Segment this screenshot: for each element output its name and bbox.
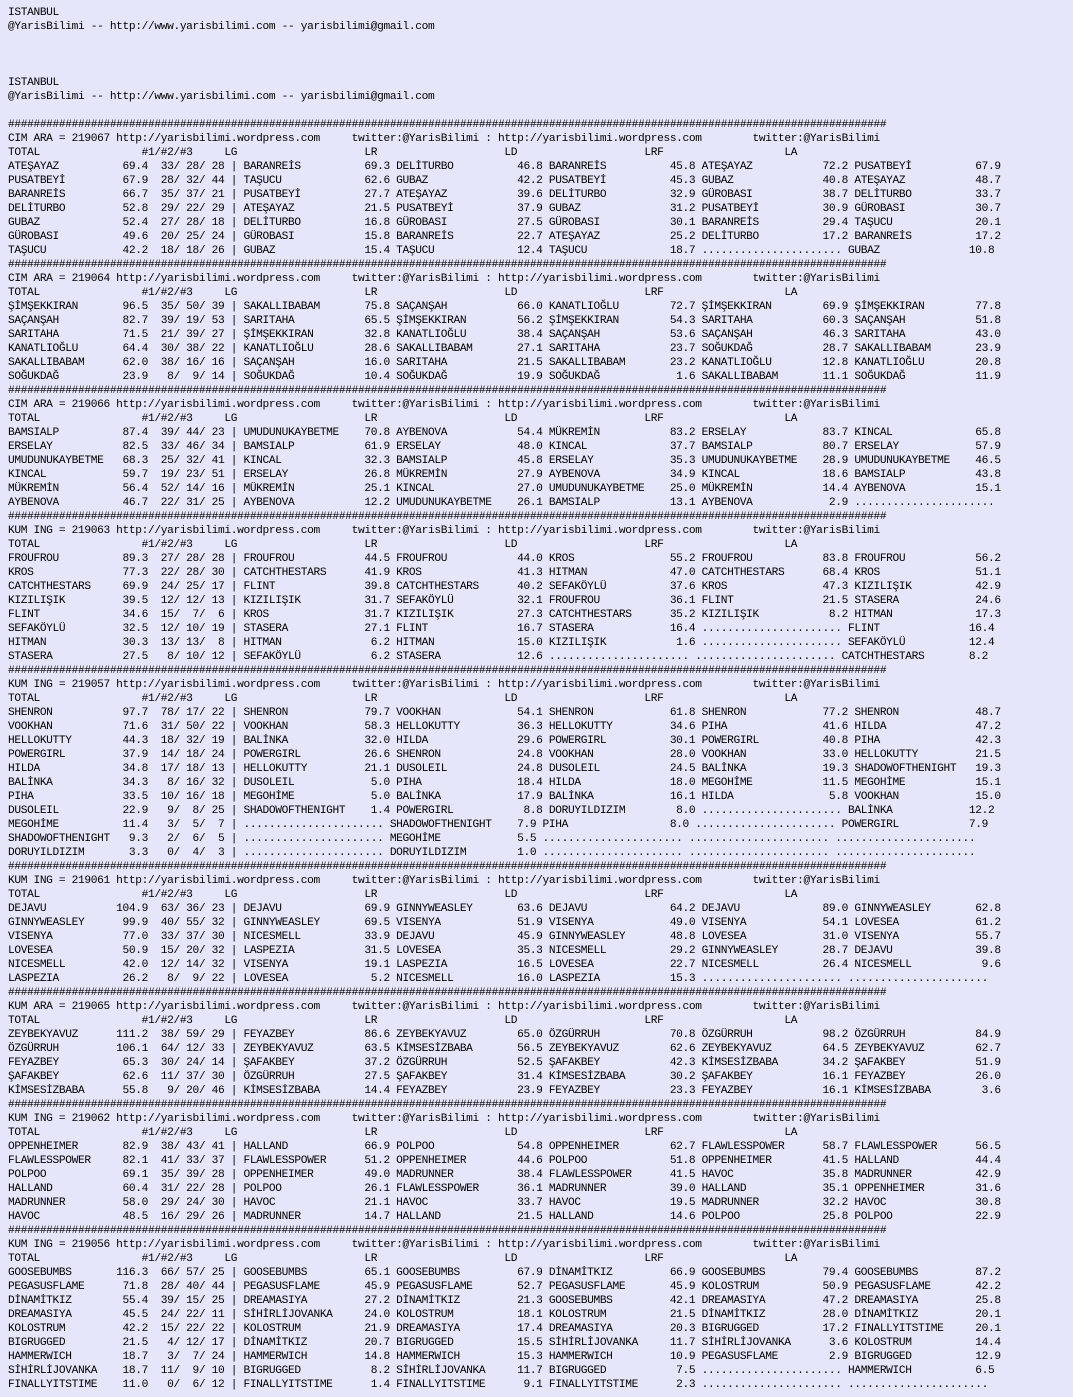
text-line: MÜKREMİN 56.4 52/ 14/ 16 | MÜKREMİN 25.1 KINCAL 27.0 UMUDUNUKAYBETME 25.0 MÜKREMİN 14.4 AYBENOVA 15.1 xyxy=(8,483,1001,495)
text-line: KİMSESİZBABA 55.8 9/ 20/ 46 | KİMSESİZBABA 14.4 FEYAZBEY 23.9 FEYAZBEY 23.3 FEYAZBEY 16.1 KİMSESİZBABA 3.6 xyxy=(8,1085,1001,1097)
text-line: KANATLIOĞLU 64.4 30/ 38/ 22 | KANATLIOĞLU 28.6 SAKALLIBABAM 27.1 SARITAHA 23.7 SOĞUKDAĞ 28.7 SAKALLIBABAM 23.9 xyxy=(8,343,1001,355)
text-line: ########################################################################################################################################## xyxy=(8,511,887,523)
text-line: @YarisBilimi -- http://www.yarisbilimi.com -- yarisbilimi@gmail.com xyxy=(8,21,435,33)
text-line: SHENRON 97.7 78/ 17/ 22 | SHENRON 79.7 VOOKHAN 54.1 SHENRON 61.8 SHENRON 77.2 SHENRON 48.7 xyxy=(8,707,1001,719)
text-line: TAŞUCU 42.2 18/ 18/ 26 | GUBAZ 15.4 TAŞUCU 12.4 TAŞUCU 18.7 ...................... GUBAZ 10.8 xyxy=(8,245,995,257)
text-line: SEFAKÖYLÜ 32.5 12/ 10/ 19 | STASERA 27.1 FLINT 16.7 STASERA 16.4 ...................... FLINT 16.4 xyxy=(8,623,995,635)
text-line: DORUYILDIZIM 3.3 0/ 4/ 3 | ...................... DORUYILDIZIM 1.0 ...................... ...................... ...................... xyxy=(8,847,976,859)
text-line: MADRUNNER 58.0 29/ 24/ 30 | HAVOC 21.1 HAVOC 33.7 HAVOC 19.5 MADRUNNER 32.2 HAVOC 30.8 xyxy=(8,1197,1001,1209)
text-line: FEYAZBEY 65.3 30/ 24/ 14 | ŞAFAKBEY 37.2 ÖZGÜRRUH 52.5 ŞAFAKBEY 42.3 KİMSESİZBABA 34.2 ŞAFAKBEY 51.9 xyxy=(8,1057,1001,1069)
text-line: DUSOLEIL 22.9 9/ 8/ 25 | SHADOWOFTHENIGHT 1.4 POWERGIRL 8.8 DORUYILDIZIM 8.0 ...................... BALİNKA 12.2 xyxy=(8,805,995,817)
text-line: BALİNKA 34.3 8/ 16/ 32 | DUSOLEIL 5.0 PIHA 18.4 HILDA 18.0 MEGOHİME 11.5 MEGOHİME 15.1 xyxy=(8,777,1001,789)
text-line: KUM ING = 219061 http://yarisbilimi.wordpress.com twitter:@YarisBilimi : http://yarisbilimi.wordpress.com twitter:@YarisBilimi xyxy=(8,875,880,887)
text-line: KUM ARA = 219065 http://yarisbilimi.wordpress.com twitter:@YarisBilimi : http://yarisbilimi.wordpress.com twitter:@YarisBilimi xyxy=(8,1001,880,1013)
text-line: LASPEZIA 26.2 8/ 9/ 22 | LOVESEA 5.2 NICESMELL 16.0 LASPEZIA 15.3 ...................... ...................... xyxy=(8,973,988,985)
text-line: TOTAL #1/#2/#3 LG LR LD LRF LA xyxy=(8,693,798,705)
text-line: SİHİRLİJOVANKA 18.7 11/ 9/ 10 | BIGRUGGED 8.2 SİHİRLİJOVANKA 11.7 BIGRUGGED 7.5 ...................... HAMMERWICH 6.5 xyxy=(8,1365,995,1377)
text-line: BIGRUGGED 21.5 4/ 12/ 17 | DİNAMİTKIZ 20.7 BIGRUGGED 15.5 SİHİRLİJOVANKA 11.7 SİHİRLİJOVANKA 3.6 KOLOSTRUM 14.4 xyxy=(8,1337,1001,1349)
text-line: SAÇANŞAH 82.7 39/ 19/ 53 | SARITAHA 65.5 ŞİMŞEKKIRAN 56.2 ŞİMŞEKKIRAN 54.3 SARITAHA 60.3 SAÇANŞAH 51.8 xyxy=(8,315,1001,327)
text-line: HALLAND 60.4 31/ 22/ 28 | POLPOO 26.1 FLAWLESSPOWER 36.1 MADRUNNER 39.0 HALLAND 35.1 OPPENHEIMER 31.6 xyxy=(8,1183,1001,1195)
text-line: ########################################################################################################################################## xyxy=(8,665,887,677)
text-line: DİNAMİTKIZ 55.4 39/ 15/ 25 | DREAMASIYA 27.2 DİNAMİTKIZ 21.3 GOOSEBUMBS 42.1 DREAMASIYA 47.2 DREAMASIYA 25.8 xyxy=(8,1295,1001,1307)
text-line: DELİTURBO 52.8 29/ 22/ 29 | ATEŞAYAZ 21.5 PUSATBEYİ 37.9 GUBAZ 31.2 PUSATBEYİ 30.9 GÜROBASI 30.7 xyxy=(8,203,1001,215)
text-line: TOTAL #1/#2/#3 LG LR LD LRF LA xyxy=(8,539,798,551)
text-line: POLPOO 69.1 35/ 39/ 28 | OPPENHEIMER 49.0 MADRUNNER 38.4 FLAWLESSPOWER 41.5 HAVOC 35.8 MADRUNNER 42.9 xyxy=(8,1169,1001,1181)
text-line: ########################################################################################################################################## xyxy=(8,987,887,999)
text-line: ISTANBUL xyxy=(8,7,59,19)
text-line xyxy=(8,104,1073,118)
text-line: HILDA 34.8 17/ 18/ 13 | HELLOKUTTY 21.1 DUSOLEIL 24.8 DUSOLEIL 24.5 BALİNKA 19.3 SHADOWOFTHENIGHT 19.3 xyxy=(8,763,1001,775)
text-line: ########################################################################################################################################## xyxy=(8,119,887,131)
text-line: KUM ING = 219063 http://yarisbilimi.wordpress.com twitter:@YarisBilimi : http://yarisbilimi.wordpress.com twitter:@YarisBilimi xyxy=(8,525,880,537)
text-line: ŞAFAKBEY 62.6 11/ 37/ 30 | ÖZGÜRRUH 27.5 ŞAFAKBEY 31.4 KİMSESİZBABA 30.2 ŞAFAKBEY 16.1 FEYAZBEY 26.0 xyxy=(8,1071,1001,1083)
text-line: CIM ARA = 219067 http://yarisbilimi.wordpress.com twitter:@YarisBilimi : http://yarisbilimi.wordpress.com twitter:@YarisBilimi xyxy=(8,133,880,145)
text-line: DREAMASIYA 45.5 24/ 22/ 11 | SİHİRLİJOVANKA 24.0 KOLOSTRUM 18.1 KOLOSTRUM 21.5 DİNAMİTKIZ 28.0 DİNAMİTKIZ 20.1 xyxy=(8,1309,1001,1321)
text-line: FROUFROU 89.3 27/ 28/ 28 | FROUFROU 44.5 FROUFROU 44.0 KROS 55.2 FROUFROU 83.8 FROUFROU 56.2 xyxy=(8,553,1001,565)
text-line: TOTAL #1/#2/#3 LG LR LD LRF LA xyxy=(8,147,798,159)
text-line: ########################################################################################################################################## xyxy=(8,385,887,397)
text-line: OPPENHEIMER 82.9 38/ 43/ 41 | HALLAND 66.9 POLPOO 54.8 OPPENHEIMER 62.7 FLAWLESSPOWER 58.7 FLAWLESSPOWER 56.5 xyxy=(8,1141,1001,1153)
text-line: GÜROBASI 49.6 20/ 25/ 24 | GÜROBASI 15.8 BARANREİS 22.7 ATEŞAYAZ 25.2 DELİTURBO 17.2 BARANREİS 17.2 xyxy=(8,231,1001,243)
text-line: @YarisBilimi -- http://www.yarisbilimi.com -- yarisbilimi@gmail.com xyxy=(8,91,435,103)
text-line: NICESMELL 42.0 12/ 14/ 32 | VISENYA 19.1 LASPEZIA 16.5 LOVESEA 22.7 NICESMELL 26.4 NICESMELL 9.6 xyxy=(8,959,1001,971)
text-line xyxy=(8,62,1073,76)
text-line: POWERGIRL 37.9 14/ 18/ 24 | POWERGIRL 26.6 SHENRON 24.8 VOOKHAN 28.0 VOOKHAN 33.0 HELLOKUTTY 21.5 xyxy=(8,749,1001,761)
text-line: KINCAL 59.7 19/ 23/ 51 | ERSELAY 26.8 MÜKREMİN 27.9 AYBENOVA 34.9 KINCAL 18.6 BAMSIALP 43.8 xyxy=(8,469,1001,481)
text-line: KROS 77.3 22/ 28/ 30 | CATCHTHESTARS 41.9 KROS 41.3 HITMAN 47.0 CATCHTHESTARS 68.4 KROS 51.1 xyxy=(8,567,1001,579)
text-line: BAMSIALP 87.4 39/ 44/ 23 | UMUDUNUKAYBETME 70.8 AYBENOVA 54.4 MÜKREMİN 83.2 ERSELAY 83.7 KINCAL 65.8 xyxy=(8,427,1001,439)
text-line: ATEŞAYAZ 69.4 33/ 28/ 28 | BARANREİS 69.3 DELİTURBO 46.8 BARANREİS 45.8 ATEŞAYAZ 72.2 PUSATBEYİ 67.9 xyxy=(8,161,1001,173)
text-line: SOĞUKDAĞ 23.9 8/ 9/ 14 | SOĞUKDAĞ 10.4 SOĞUKDAĞ 19.9 SOĞUKDAĞ 1.6 SAKALLIBABAM 11.1 SOĞUKDAĞ 11.9 xyxy=(8,371,1001,383)
text-line xyxy=(8,34,1073,48)
text-line: HELLOKUTTY 44.3 18/ 32/ 19 | BALİNKA 32.0 HILDA 29.6 POWERGIRL 30.1 POWERGIRL 40.8 PIHA 42.3 xyxy=(8,735,1001,747)
text-line: VOOKHAN 71.6 31/ 50/ 22 | VOOKHAN 58.3 HELLOKUTTY 36.3 HELLOKUTTY 34.6 PIHA 41.6 HILDA 47.2 xyxy=(8,721,1001,733)
text-line: ZEYBEKYAVUZ 111.2 38/ 59/ 29 | FEYAZBEY 86.6 ZEYBEKYAVUZ 65.0 ÖZGÜRRUH 70.8 ÖZGÜRRUH 98.2 ÖZGÜRRUH 84.9 xyxy=(8,1029,1001,1041)
text-line: KUM ING = 219056 http://yarisbilimi.wordpress.com twitter:@YarisBilimi : http://yarisbilimi.wordpress.com twitter:@YarisBilimi xyxy=(8,1239,880,1251)
text-line: MEGOHİME 11.4 3/ 5/ 7 | ...................... SHADOWOFTHENIGHT 7.9 PIHA 8.0 ...................... POWERGIRL 7.9 xyxy=(8,819,988,831)
text-line: SHADOWOFTHENIGHT 9.3 2/ 6/ 5 | ...................... MEGOHİME 5.5 ...................... ...................... ...................... xyxy=(8,833,976,845)
text-line: FLAWLESSPOWER 82.1 41/ 33/ 37 | FLAWLESSPOWER 51.2 OPPENHEIMER 44.6 POLPOO 51.8 OPPENHEIMER 41.5 HALLAND 44.4 xyxy=(8,1155,1001,1167)
text-line: ISTANBUL xyxy=(8,77,59,89)
text-line: PIHA 33.5 10/ 16/ 18 | MEGOHİME 5.0 BALİNKA 17.9 BALİNKA 16.1 HILDA 5.8 VOOKHAN 15.0 xyxy=(8,791,1001,803)
text-line: ERSELAY 82.5 33/ 46/ 34 | BAMSIALP 61.9 ERSELAY 48.0 KINCAL 37.7 BAMSIALP 80.7 ERSELAY 57.9 xyxy=(8,441,1001,453)
text-line: BARANREİS 66.7 35/ 37/ 21 | PUSATBEYİ 27.7 ATEŞAYAZ 39.6 DELİTURBO 32.9 GÜROBASI 38.7 DELİTURBO 33.7 xyxy=(8,189,1001,201)
text-line: TOTAL #1/#2/#3 LG LR LD LRF LA xyxy=(8,1015,798,1027)
text-line: ŞİMŞEKKIRAN 96.5 35/ 50/ 39 | SAKALLIBABAM 75.8 SAÇANŞAH 66.0 KANATLIOĞLU 72.7 ŞİMŞEKKIRAN 69.9 ŞİMŞEKKIRAN 77.8 xyxy=(8,301,1001,313)
text-line: LOVESEA 50.9 15/ 20/ 32 | LASPEZIA 31.5 LOVESEA 35.3 NICESMELL 29.2 GINNYWEASLEY 28.7 DEJAVU 39.8 xyxy=(8,945,1001,957)
text-line: SAKALLIBABAM 62.0 38/ 16/ 16 | SAÇANŞAH 16.0 SARITAHA 21.5 SAKALLIBABAM 23.2 KANATLIOĞLU 12.8 KANATLIOĞLU 20.8 xyxy=(8,357,1001,369)
text-line: CIM ARA = 219066 http://yarisbilimi.wordpress.com twitter:@YarisBilimi : http://yarisbilimi.wordpress.com twitter:@YarisBilimi xyxy=(8,399,880,411)
text-line: HAVOC 48.5 16/ 29/ 26 | MADRUNNER 14.7 HALLAND 21.5 HALLAND 14.6 POLPOO 25.8 POLPOO 22.9 xyxy=(8,1211,1001,1223)
text-line: CATCHTHESTARS 69.9 24/ 25/ 17 | FLINT 39.8 CATCHTHESTARS 40.2 SEFAKÖYLÜ 37.6 KROS 47.3 KIZILIŞIK 42.9 xyxy=(8,581,1001,593)
text-line xyxy=(8,48,1073,62)
text-line: ########################################################################################################################################## xyxy=(8,1225,887,1237)
text-line: TOTAL #1/#2/#3 LG LR LD LRF LA xyxy=(8,889,798,901)
text-line: STASERA 27.5 8/ 10/ 12 | SEFAKÖYLÜ 6.2 STASERA 12.6 ...................... ...................... CATCHTHESTARS 8.2 xyxy=(8,651,988,663)
text-line: TOTAL #1/#2/#3 LG LR LD LRF LA xyxy=(8,413,798,425)
text-line: TOTAL #1/#2/#3 LG LR LD LRF LA xyxy=(8,287,798,299)
text-line: ########################################################################################################################################## xyxy=(8,1099,887,1111)
text-line: PEGASUSFLAME 71.8 28/ 40/ 44 | PEGASUSFLAME 45.9 PEGASUSFLAME 52.7 PEGASUSFLAME 45.9 KOLOSTRUM 50.9 PEGASUSFLAME 42.2 xyxy=(8,1281,1001,1293)
text-line: TOTAL #1/#2/#3 LG LR LD LRF LA xyxy=(8,1127,798,1139)
text-line: PUSATBEYİ 67.9 28/ 32/ 44 | TAŞUCU 62.6 GUBAZ 42.2 PUSATBEYİ 45.3 GUBAZ 40.8 ATEŞAYAZ 48.7 xyxy=(8,175,1001,187)
text-line: ########################################################################################################################################## xyxy=(8,861,887,873)
text-line: CIM ARA = 219064 http://yarisbilimi.wordpress.com twitter:@YarisBilimi : http://yarisbilimi.wordpress.com twitter:@YarisBilimi xyxy=(8,273,880,285)
text-line: VISENYA 77.0 33/ 37/ 30 | NICESMELL 33.9 DEJAVU 45.9 GINNYWEASLEY 48.8 LOVESEA 31.0 VISENYA 55.7 xyxy=(8,931,1001,943)
text-line: KIZILIŞIK 39.5 12/ 12/ 13 | KIZILIŞIK 31.7 SEFAKÖYLÜ 32.1 FROUFROU 36.1 FLINT 21.5 STASERA 24.6 xyxy=(8,595,1001,607)
text-line: GOOSEBUMBS 116.3 66/ 57/ 25 | GOOSEBUMBS 65.1 GOOSEBUMBS 67.9 DİNAMİTKIZ 66.9 GOOSEBUMBS 79.4 GOOSEBUMBS 87.2 xyxy=(8,1267,1001,1279)
text-line: DEJAVU 104.9 63/ 36/ 23 | DEJAVU 69.9 GINNYWEASLEY 63.6 DEJAVU 64.2 DEJAVU 89.0 GINNYWEASLEY 62.8 xyxy=(8,903,1001,915)
text-line: ########################################################################################################################################## xyxy=(8,259,887,271)
text-line: FLINT 34.6 15/ 7/ 6 | KROS 31.7 KIZILIŞIK 27.3 CATCHTHESTARS 35.2 KIZILIŞIK 8.2 HITMAN 17.3 xyxy=(8,609,1001,621)
text-line: UMUDUNUKAYBETME 68.3 25/ 32/ 41 | KINCAL 32.3 BAMSIALP 45.8 ERSELAY 35.3 UMUDUNUKAYBETME 28.9 UMUDUNUKAYBETME 46.5 xyxy=(8,455,1001,467)
text-line: FINALLYITSTIME 11.0 0/ 6/ 12 | FINALLYITSTIME 1.4 FINALLYITSTIME 9.1 FINALLYITSTIME 2.3 ...................... ...................... xyxy=(8,1379,988,1391)
text-line: HITMAN 30.3 13/ 13/ 8 | HITMAN 6.2 HITMAN 15.0 KIZILIŞIK 1.6 ...................... SEFAKÖYLÜ 12.4 xyxy=(8,637,995,649)
text-line: SARITAHA 71.5 21/ 39/ 27 | ŞİMŞEKKIRAN 32.8 KANATLIOĞLU 38.4 SAÇANŞAH 53.6 SAÇANŞAH 46.3 SARITAHA 43.0 xyxy=(8,329,1001,341)
text-line: GUBAZ 52.4 27/ 28/ 18 | DELİTURBO 16.8 GÜROBASI 27.5 GÜROBASI 30.1 BARANREİS 29.4 TAŞUCU 20.1 xyxy=(8,217,1001,229)
text-line: KUM ING = 219062 http://yarisbilimi.wordpress.com twitter:@YarisBilimi : http://yarisbilimi.wordpress.com twitter:@YarisBilimi xyxy=(8,1113,880,1125)
text-line: GINNYWEASLEY 99.9 40/ 55/ 32 | GINNYWEASLEY 69.5 VISENYA 51.9 VISENYA 49.0 VISENYA 54.1 LOVESEA 61.2 xyxy=(8,917,1001,929)
text-line: KOLOSTRUM 42.2 15/ 22/ 22 | KOLOSTRUM 21.9 DREAMASIYA 17.4 DREAMASIYA 20.3 BIGRUGGED 17.2 FINALLYITSTIME 20.1 xyxy=(8,1323,1001,1335)
text-line: AYBENOVA 46.7 22/ 31/ 25 | AYBENOVA 12.2 UMUDUNUKAYBETME 26.1 BAMSIALP 13.1 AYBENOVA 2.9 ...................... xyxy=(8,497,995,509)
text-line: KUM ING = 219057 http://yarisbilimi.wordpress.com twitter:@YarisBilimi : http://yarisbilimi.wordpress.com twitter:@YarisBilimi xyxy=(8,679,880,691)
text-line: ÖZGÜRRUH 106.1 64/ 12/ 33 | ZEYBEKYAVUZ 63.5 KİMSESİZBABA 56.5 ZEYBEKYAVUZ 62.6 ZEYBEKYAVUZ 64.5 ZEYBEKYAVUZ 62.7 xyxy=(8,1043,1001,1055)
text-line: TOTAL #1/#2/#3 LG LR LD LRF LA xyxy=(8,1253,798,1265)
text-line: HAMMERWICH 18.7 3/ 7/ 24 | HAMMERWICH 14.8 HAMMERWICH 15.3 HAMMERWICH 10.9 PEGASUSFLAME 2.9 BIGRUGGED 12.9 xyxy=(8,1351,1001,1363)
